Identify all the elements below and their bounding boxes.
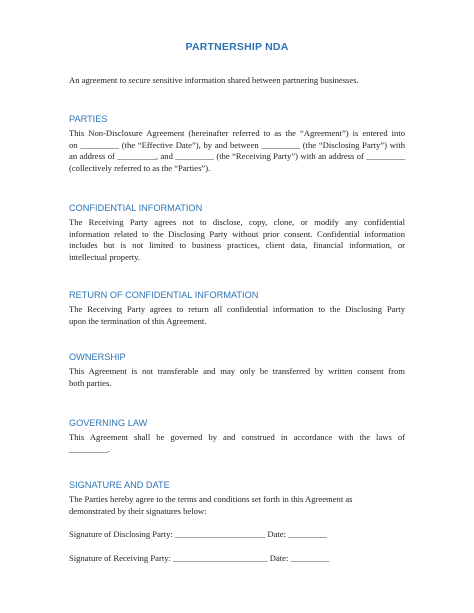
section-heading-governing-law: GOVERNING LAW (69, 418, 148, 428)
document-title: PARTNERSHIP NDA (185, 41, 289, 53)
paragraph-line: intellectual property. (69, 251, 141, 262)
paragraph-line: The Parties hereby agree to the terms and conditions set forth in this Agreement as (69, 494, 353, 504)
paragraph-line: This Agreement shall be governed by and construed in accordance with the laws of (69, 432, 405, 442)
section-body-ownership (69, 366, 405, 389)
paragraph-line: both parties. (69, 377, 112, 388)
paragraph-line: on _________ (the “Effective Date”), by and between _________ (the “Disclosing Party”) with (69, 139, 405, 150)
paragraph-line: The Receiving Party agrees to return all confidential information to the Disclosing Party (69, 304, 405, 314)
section-heading-signature-and-date: SIGNATURE AND DATE (69, 480, 170, 490)
section-body-governing-law (69, 432, 405, 455)
document-intro: An agreement to secure sensitive information shared between partnering businesses. (69, 75, 359, 85)
paragraph-line: an address of _________, and _________ (the “Receiving Party”) with an address of _________ (69, 151, 405, 162)
paragraph-line: This Agreement is not transferable and may only be transferred by written consent from (69, 366, 405, 376)
paragraph-line: _________. (69, 443, 110, 454)
section-heading-parties: PARTIES (69, 114, 108, 124)
section-body-signature-and-date (69, 494, 405, 517)
section-heading-confidential-information: CONFIDENTIAL INFORMATION (69, 203, 203, 213)
paragraph-line: This Non-Disclosure Agreement (hereinafter referred to as the “Agreement”) is entered into (69, 128, 405, 138)
paragraph-line: The Receiving Party agrees not to disclose, copy, clone, or modify any confidential (69, 217, 405, 227)
paragraph-line: (collectively referred to as the “Parties”). (69, 162, 211, 173)
section-heading-return-of-confidential-information: RETURN OF CONFIDENTIAL INFORMATION (69, 290, 259, 300)
section-body-confidential-information (69, 217, 405, 263)
section-body-parties (69, 128, 405, 174)
section-body-return-of-confidential-information (69, 304, 405, 327)
paragraph-line: demonstrated by their signatures below: (69, 505, 207, 516)
paragraph-line: includes but is not limited to business practices, client data, financial information, or (69, 240, 405, 251)
paragraph-line: information related to the Disclosing Party without prior consent. Confidential information (69, 228, 405, 239)
section-heading-ownership: OWNERSHIP (69, 352, 126, 362)
paragraph-line: upon the termination of this Agreement. (69, 315, 207, 326)
receiving-party-signature-line: Signature of Receiving Party: ______________________ Date: _________ (69, 553, 330, 563)
disclosing-party-signature-line: Signature of Disclosing Party: _____________________ Date: _________ (69, 529, 327, 539)
